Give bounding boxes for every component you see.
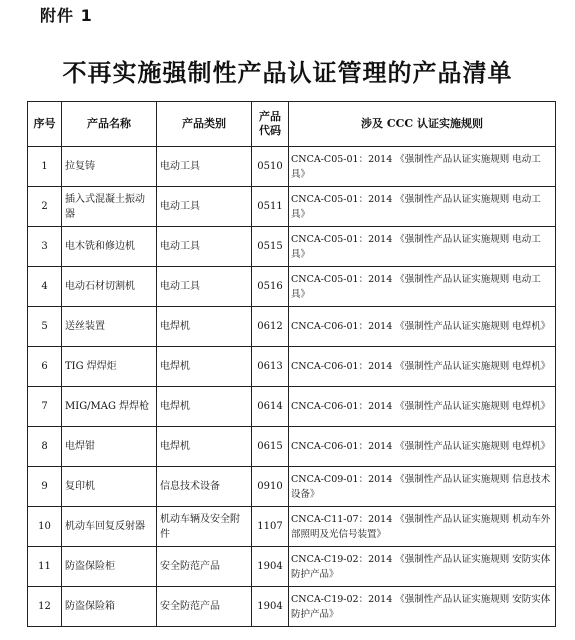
cell-product-code: 0510 xyxy=(252,147,289,187)
table-row xyxy=(28,507,556,547)
cell-product-code: 1904 xyxy=(252,547,289,587)
table-row xyxy=(28,147,556,187)
cell-serial-no: 6 xyxy=(28,347,62,387)
table-row xyxy=(28,547,556,587)
cell-ccc-rule: CNCA-C19-02：2014 《强制性产品认证实施规则 安防实体防护产品》 xyxy=(289,547,556,587)
cell-ccc-rule: CNCA-C05-01：2014 《强制性产品认证实施规则 电动工具》 xyxy=(289,187,556,227)
cell-serial-no: 12 xyxy=(28,587,62,627)
table-row xyxy=(28,347,556,387)
cell-product-code: 0910 xyxy=(252,467,289,507)
cell-serial-no: 3 xyxy=(28,227,62,267)
table-row xyxy=(28,187,556,227)
document-title: 不再实施强制性产品认证管理的产品清单 xyxy=(62,59,513,87)
cell-product-name: 机动车回复反射器 xyxy=(62,507,157,547)
cell-ccc-rule: CNCA-C06-01：2014 《强制性产品认证实施规则 电焊机》 xyxy=(289,347,556,387)
header-serial-no: 序号 xyxy=(28,102,62,147)
cell-ccc-rule: CNCA-C19-02：2014 《强制性产品认证实施规则 安防实体防护产品》 xyxy=(289,587,556,627)
cell-serial-no: 8 xyxy=(28,427,62,467)
cell-product-code: 1107 xyxy=(252,507,289,547)
table-body xyxy=(28,147,556,627)
cell-ccc-rule: CNCA-C05-01：2014 《强制性产品认证实施规则 电动工具》 xyxy=(289,227,556,267)
header-product-name: 产品名称 xyxy=(62,102,157,147)
cell-product-name: TIG 焊焊炬 xyxy=(62,347,157,387)
cell-product-category: 电焊机 xyxy=(157,387,252,427)
table-row xyxy=(28,227,556,267)
cell-serial-no: 9 xyxy=(28,467,62,507)
cell-product-category: 电动工具 xyxy=(157,227,252,267)
cell-product-name: 拉复铸 xyxy=(62,147,157,187)
cell-ccc-rule: CNCA-C11-07：2014 《强制性产品认证实施规则 机动车外部照明及光信号装置》 xyxy=(289,507,556,547)
cell-product-code: 0612 xyxy=(252,307,289,347)
table-row xyxy=(28,267,556,307)
cell-product-name: 防盗保险柜 xyxy=(62,547,157,587)
cell-serial-no: 4 xyxy=(28,267,62,307)
cell-product-name: 电动石材切割机 xyxy=(62,267,157,307)
cell-product-category: 机动车辆及安全附件 xyxy=(157,507,252,547)
cell-serial-no: 1 xyxy=(28,147,62,187)
cell-ccc-rule: CNCA-C05-01：2014 《强制性产品认证实施规则 电动工具》 xyxy=(289,267,556,307)
table-row xyxy=(28,467,556,507)
cell-product-name: 电焊钳 xyxy=(62,427,157,467)
table-row xyxy=(28,307,556,347)
cell-product-category: 电动工具 xyxy=(157,147,252,187)
table-header-row xyxy=(28,102,556,147)
cell-product-code: 0516 xyxy=(252,267,289,307)
cell-product-name: 送丝装置 xyxy=(62,307,157,347)
cell-serial-no: 7 xyxy=(28,387,62,427)
cell-product-category: 电焊机 xyxy=(157,347,252,387)
cell-ccc-rule: CNCA-C06-01：2014 《强制性产品认证实施规则 电焊机》 xyxy=(289,427,556,467)
attachment-label: 附件 1 xyxy=(40,6,93,25)
header-product-code: 产品代码 xyxy=(252,102,289,147)
cell-product-category: 电焊机 xyxy=(157,307,252,347)
header-ccc-rules: 涉及 CCC 认证实施规则 xyxy=(289,102,556,147)
cell-serial-no: 10 xyxy=(28,507,62,547)
cell-product-name: 防盗保险箱 xyxy=(62,587,157,627)
cell-product-category: 电焊机 xyxy=(157,427,252,467)
cell-product-code: 0614 xyxy=(252,387,289,427)
cell-ccc-rule: CNCA-C06-01：2014 《强制性产品认证实施规则 电焊机》 xyxy=(289,387,556,427)
table-row xyxy=(28,427,556,467)
cell-product-code: 1904 xyxy=(252,587,289,627)
cell-ccc-rule: CNCA-C09-01：2014 《强制性产品认证实施规则 信息技术设备》 xyxy=(289,467,556,507)
cell-product-category: 电动工具 xyxy=(157,267,252,307)
table-row xyxy=(28,387,556,427)
product-list-table xyxy=(27,101,556,627)
cell-product-category: 安全防范产品 xyxy=(157,547,252,587)
cell-product-code: 0511 xyxy=(252,187,289,227)
cell-product-name: 复印机 xyxy=(62,467,157,507)
cell-product-name: 插入式混凝土振动器 xyxy=(62,187,157,227)
cell-product-code: 0515 xyxy=(252,227,289,267)
header-product-category: 产品类别 xyxy=(157,102,252,147)
cell-product-name: 电木铣和修边机 xyxy=(62,227,157,267)
cell-product-code: 0613 xyxy=(252,347,289,387)
cell-product-code: 0615 xyxy=(252,427,289,467)
cell-product-name: MIG/MAG 焊焊枪 xyxy=(62,387,157,427)
cell-serial-no: 5 xyxy=(28,307,62,347)
cell-ccc-rule: CNCA-C05-01：2014 《强制性产品认证实施规则 电动工具》 xyxy=(289,147,556,187)
table-row xyxy=(28,587,556,627)
cell-ccc-rule: CNCA-C06-01：2014 《强制性产品认证实施规则 电焊机》 xyxy=(289,307,556,347)
cell-serial-no: 2 xyxy=(28,187,62,227)
cell-product-category: 信息技术设备 xyxy=(157,467,252,507)
cell-product-category: 电动工具 xyxy=(157,187,252,227)
cell-serial-no: 11 xyxy=(28,547,62,587)
cell-product-category: 安全防范产品 xyxy=(157,587,252,627)
